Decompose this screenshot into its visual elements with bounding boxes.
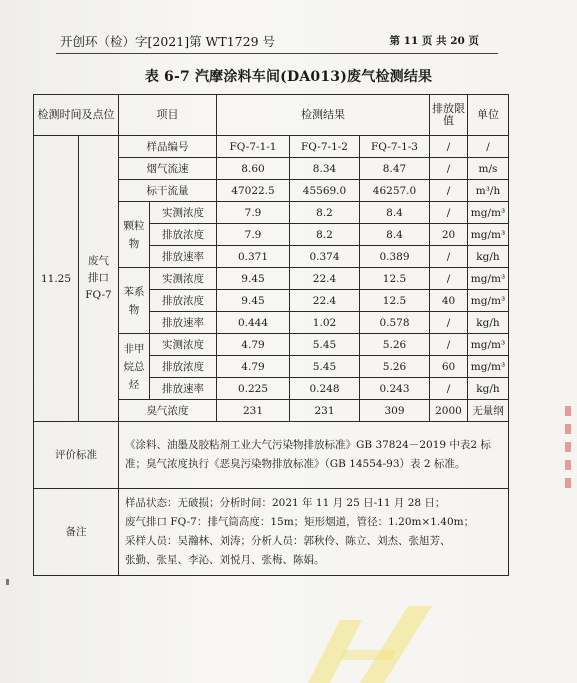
cell-value-1: 0.371 (217, 246, 290, 268)
header-limit: 排放限值 (430, 95, 468, 136)
cell-item: 烟气流速 (119, 158, 217, 180)
remarks-label: 备注 (34, 489, 119, 576)
table-title: 表 6-7 汽摩涂料车间(DA013)废气检测结果 (144, 69, 433, 85)
cell-unit: mg/m³ (468, 224, 509, 246)
cell-item: 排放速率 (150, 312, 217, 334)
cell-value-3: 0.243 (360, 378, 430, 400)
cell-pollutant-group: 颗粒物 (119, 202, 150, 268)
margin-mark (6, 579, 9, 585)
cell-value-2: 0.374 (290, 246, 360, 268)
remarks-text (119, 489, 509, 576)
cell-value-3: 0.578 (360, 312, 430, 334)
cell-item: 实测浓度 (150, 268, 217, 290)
cell-value-3: 8.4 (360, 202, 430, 224)
remarks-line: 张勤、张星、李沁、刘悦月、张梅、陈娟。 (125, 554, 325, 566)
cell-value-1: FQ-7-1-1 (217, 136, 290, 158)
cell-value-1: 7.9 (217, 202, 290, 224)
cell-value-3: 309 (360, 400, 430, 422)
cell-unit: mg/m³ (468, 356, 509, 378)
cell-unit: mg/m³ (468, 268, 509, 290)
cell-value-2: 231 (290, 400, 360, 422)
cell-value-2: 5.45 (290, 334, 360, 356)
cell-value-1: 4.79 (217, 334, 290, 356)
cell-value-3: 5.26 (360, 356, 430, 378)
cell-value-1: 47022.5 (217, 180, 290, 202)
cell-value-3: 5.26 (360, 334, 430, 356)
cell-item: 实测浓度 (150, 202, 217, 224)
cell-value-1: 0.444 (217, 312, 290, 334)
cell-value-2: 8.34 (290, 158, 360, 180)
cell-limit: 60 (430, 356, 468, 378)
page-info: 第 11 页 共 20 页 (389, 35, 479, 47)
remarks-line: 采样人员：吴瀚林、刘涛；分析人员：郭秋伶、陈立、刘杰、张旭芳、 (125, 535, 451, 547)
cell-value-2: FQ-7-1-2 (290, 136, 360, 158)
cell-unit: kg/h (468, 312, 509, 334)
cell-value-3: 46257.0 (360, 180, 430, 202)
cell-value-3: FQ-7-1-3 (360, 136, 430, 158)
table-header-row (34, 95, 509, 136)
remarks-line: 废气排口 FQ-7：排气筒高度：15m；矩形烟道，管径：1.20m×1.40m； (125, 516, 475, 528)
cell-value-2: 0.248 (290, 378, 360, 400)
cell-value-3: 12.5 (360, 268, 430, 290)
cell-limit: / (430, 180, 468, 202)
cell-item: 排放速率 (150, 378, 217, 400)
cell-item: 样品编号 (119, 136, 217, 158)
header-unit: 单位 (468, 95, 509, 136)
cell-pollutant-group: 苯系物 (119, 268, 150, 334)
cell-value-2: 22.4 (290, 268, 360, 290)
evaluation-label: 评价标准 (34, 422, 119, 489)
header-divider (56, 53, 498, 54)
cell-item: 排放浓度 (150, 224, 217, 246)
cell-value-2: 8.2 (290, 202, 360, 224)
cell-item: 臭气浓度 (119, 400, 217, 422)
cell-unit: kg/h (468, 246, 509, 268)
cell-unit: kg/h (468, 378, 509, 400)
cell-unit: m³/h (468, 180, 509, 202)
cell-value-3: 8.47 (360, 158, 430, 180)
cell-date: 11.25 (34, 136, 79, 422)
remarks-line: 样品状态：无破损；分析时间：2021 年 11 月 25 日-11 月 28 日； (125, 497, 446, 509)
header-item: 项目 (119, 95, 217, 136)
cell-value-1: 231 (217, 400, 290, 422)
cell-value-1: 9.45 (217, 290, 290, 312)
cell-limit: / (430, 312, 468, 334)
cell-value-1: 8.60 (217, 158, 290, 180)
header-time-location: 检测时间及点位 (34, 95, 119, 136)
cell-unit: mg/m³ (468, 290, 509, 312)
cell-item: 排放浓度 (150, 290, 217, 312)
cell-item: 排放浓度 (150, 356, 217, 378)
cell-value-2: 8.2 (290, 224, 360, 246)
cell-limit: 20 (430, 224, 468, 246)
cell-limit: / (430, 334, 468, 356)
cell-limit: / (430, 136, 468, 158)
cell-value-2: 22.4 (290, 290, 360, 312)
table-row-remarks (34, 489, 509, 576)
stamp-edge-marks (563, 400, 573, 520)
table-row (34, 136, 509, 158)
cell-value-1: 7.9 (217, 224, 290, 246)
cell-location: 废气排口FQ-7 (79, 136, 119, 422)
cell-limit: / (430, 378, 468, 400)
cell-value-1: 0.225 (217, 378, 290, 400)
cell-limit: / (430, 246, 468, 268)
results-table (33, 94, 509, 576)
cell-value-2: 5.45 (290, 356, 360, 378)
cell-unit: mg/m³ (468, 202, 509, 224)
cell-limit: 2000 (430, 400, 468, 422)
cell-unit: 无量纲 (468, 400, 509, 422)
cell-limit: / (430, 202, 468, 224)
cell-value-1: 9.45 (217, 268, 290, 290)
logo-watermark (300, 600, 440, 683)
cell-value-1: 4.79 (217, 356, 290, 378)
cell-limit: 40 (430, 290, 468, 312)
cell-value-2: 1.02 (290, 312, 360, 334)
cell-item: 排放速率 (150, 246, 217, 268)
table-row-evaluation (34, 422, 509, 489)
cell-value-3: 0.389 (360, 246, 430, 268)
cell-unit: m/s (468, 158, 509, 180)
evaluation-text: 《涂料、油墨及胶粘剂工业大气污染物排放标准》GB 37824－2019 中表2 标准；臭气浓度执行《恶臭污染物排放标准》（GB 14554-93）表 2 标准。 (119, 422, 509, 489)
cell-value-2: 45569.0 (290, 180, 360, 202)
cell-pollutant-group: 非甲烷总烃 (119, 334, 150, 400)
cell-item: 标干流量 (119, 180, 217, 202)
header-result: 检测结果 (217, 95, 430, 136)
cell-unit: mg/m³ (468, 334, 509, 356)
cell-value-3: 12.5 (360, 290, 430, 312)
cell-item: 实测浓度 (150, 334, 217, 356)
cell-limit: / (430, 158, 468, 180)
cell-unit: / (468, 136, 509, 158)
document-number: 开创环（检）字[2021]第 WT1729 号 (60, 34, 276, 49)
cell-value-3: 8.4 (360, 224, 430, 246)
cell-limit: / (430, 268, 468, 290)
